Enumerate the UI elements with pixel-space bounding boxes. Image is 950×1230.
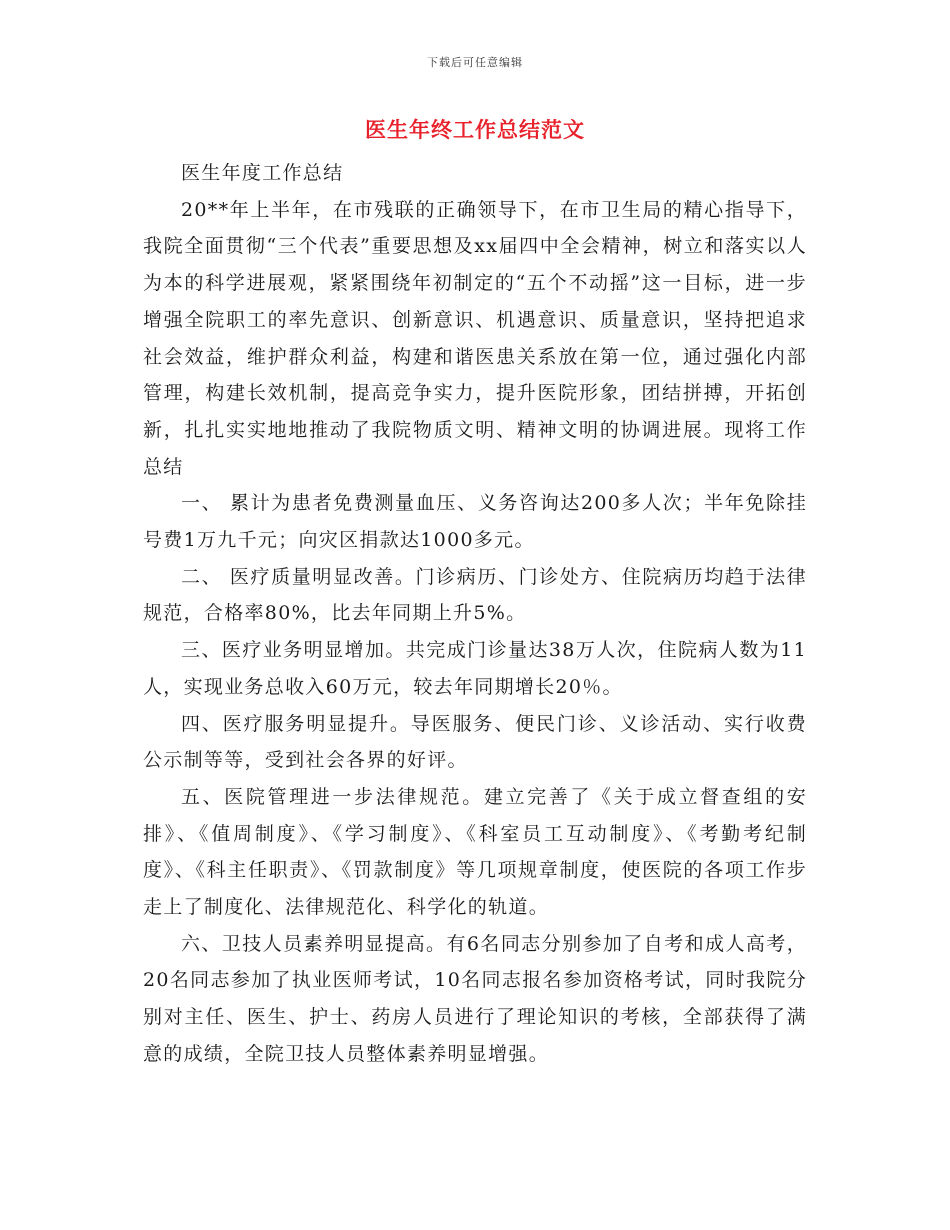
page-header-note: 下载后可任意编辑 xyxy=(427,56,523,69)
document-subtitle: 医生年度工作总结 xyxy=(181,162,344,184)
item-paragraph-3: 三、医疗业务明显增加。共完成门诊量达38万人次，住院病人数为11人，实现业务总收入60万元，较去年同期增长20％。 xyxy=(143,639,807,698)
item-paragraph-6: 六、卫技人员素养明显提高。有6名同志分别参加了自考和成人高考，20名同志参加了执业医师考试，10名同志报名参加资格考试，同时我院分别对主任、医生、护士、药房人员进行了理论知识的考核，全部获得了满意的成绩，全院卫技人员整体素养明显增强。 xyxy=(143,932,807,1065)
item-paragraph-4: 四、医疗服务明显提升。导医服务、便民门诊、义诊活动、实行收费公示制等等，受到社会各界的好评。 xyxy=(143,712,807,772)
item-paragraph-5: 五、医院管理进一步法律规范。建立完善了《关于成立督查组的安排》、《值周制度》、《学习制度》、《科室员工互动制度》、《考勤考纪制度》、《科主任职责》、《罚款制度》等几项规章制度，使医院的各项工作步走上了制度化、法律规范化、科学化的轨道。 xyxy=(143,785,807,919)
item-paragraph-2: 二、 医疗质量明显改善。门诊病历、门诊处方、住院病历均趋于法律规范，合格率80%，比去年同期上升5%。 xyxy=(143,565,807,625)
intro-paragraph: 20**年上半年，在市残联的正确领导下，在市卫生局的精心指导下，我院全面贯彻“三个代表”重要思想及xx届四中全会精神，树立和落实以人为本的科学进展观，紧紧围绕年初制定的“五个不动摇”这一目标，进一步增强全院职工的率先意识、创新意识、机遇意识、质量意识，坚持把追求社会效益，维护群众利益，构建和谐医患关系放在第一位，通过强化内部管理，构建长效机制，提高竞争实力，提升医院形象，团结拼搏，开拓创新，扎扎实实地地推动了我院物质文明、精神文明的协调进展。现将工作总结 xyxy=(143,198,807,478)
item-paragraph-1: 一、 累计为患者免费测量血压、义务咨询达200多人次；半年免除挂号费1万九千元；向灾区捐款达1000多元。 xyxy=(143,492,807,552)
document-title: 医生年终工作总结范文 xyxy=(365,117,585,142)
document-body xyxy=(143,155,807,1073)
